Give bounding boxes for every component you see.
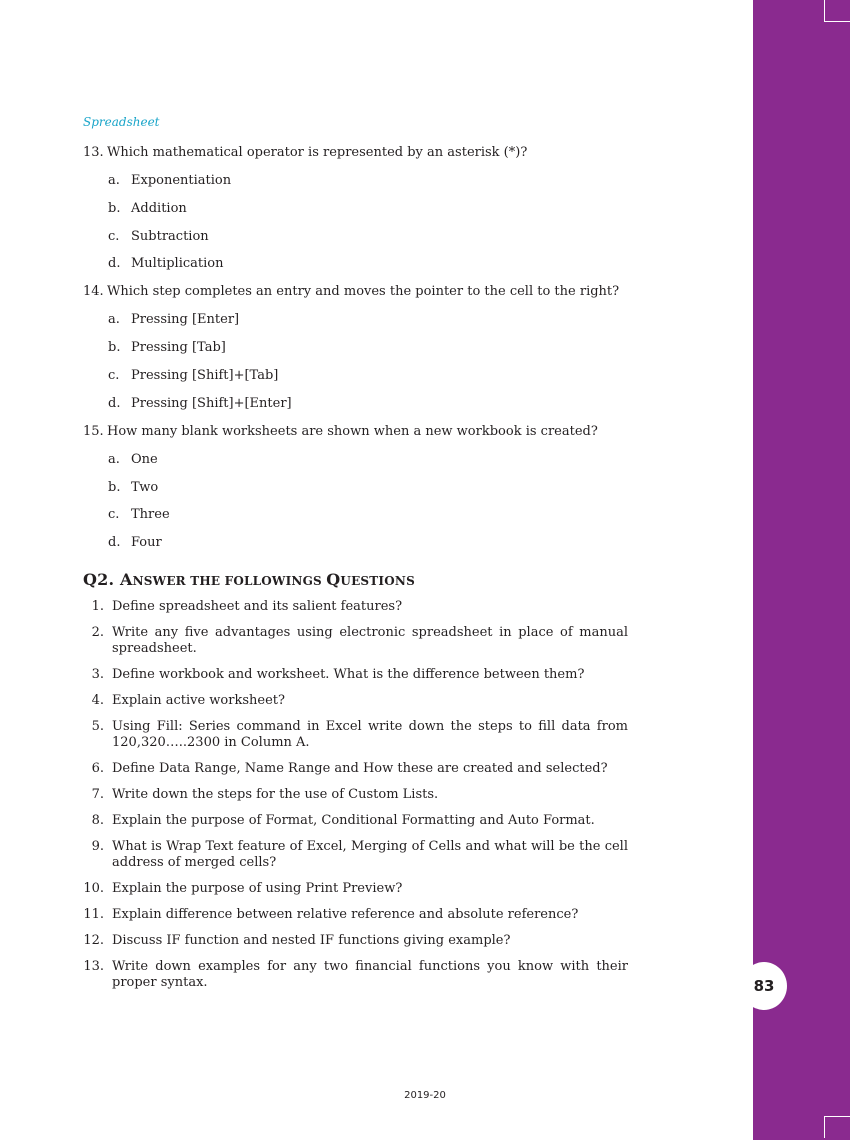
question-text: Explain the purpose of Format, Conditional Formatting and Auto Format. (112, 813, 595, 829)
list-item (83, 599, 628, 615)
option-item (83, 200, 628, 218)
list-item (83, 625, 628, 657)
mcq-question (83, 283, 628, 301)
question-number: 2. (91, 625, 104, 641)
list-item (83, 933, 628, 949)
option-text: Pressing [Enter] (131, 312, 240, 328)
option-letter: d. (108, 395, 121, 411)
question-text: Define spreadsheet and its salient features? (112, 599, 403, 615)
list-item (83, 787, 628, 803)
question-text: Write down examples for any two financial functions you know with their proper syntax. (112, 959, 628, 991)
option-letter: a. (108, 451, 120, 467)
option-item (83, 311, 628, 329)
question-text: What is Wrap Text feature of Excel, Merging of Cells and what will be the cell address of merged cells? (112, 839, 628, 871)
list-item (83, 719, 628, 751)
option-letter: d. (108, 535, 121, 551)
option-letter: b. (108, 340, 121, 356)
running-head: Spreadsheet (83, 115, 160, 129)
question-number: 14. (83, 284, 104, 300)
question-text: Discuss IF function and nested IF functions giving example? (112, 933, 511, 949)
option-text: Pressing [Tab] (131, 340, 226, 356)
question-number: 13. (83, 145, 104, 160)
option-letter: c. (108, 507, 120, 523)
question-text: Which step completes an entry and moves the pointer to the cell to the right? (107, 284, 620, 300)
option-item (83, 451, 628, 469)
option-text: Exponentiation (131, 173, 232, 188)
option-letter: b. (108, 479, 121, 495)
question-number: 6. (91, 761, 104, 777)
option-letter: b. (108, 200, 121, 216)
question-number: 8. (91, 813, 104, 829)
options-list (83, 451, 628, 552)
question-number: 5. (91, 719, 104, 735)
question-text: Define workbook and worksheet. What is the difference between them? (112, 667, 585, 683)
option-item (83, 534, 628, 552)
option-item (83, 228, 628, 246)
section-heading-capital: Q (326, 570, 341, 590)
option-text: Subtraction (131, 228, 209, 244)
crop-mark-bottom (824, 1116, 850, 1138)
footer-year: 2019-20 (404, 1090, 446, 1101)
option-item (83, 479, 628, 497)
option-letter: a. (108, 173, 120, 188)
question-number: 9. (91, 839, 104, 855)
question-number: 10. (83, 881, 104, 897)
mcq-question (83, 423, 628, 441)
question-text: Explain difference between relative reference and absolute reference? (112, 907, 579, 923)
option-letter: a. (108, 312, 120, 328)
question-number: 3. (91, 667, 104, 683)
option-letter: c. (108, 367, 120, 383)
option-item (83, 172, 628, 190)
question-text: Using Fill: Series command in Excel write down the steps to fill data from 120,320…..2300 in Column A. (112, 719, 628, 751)
page-number-badge: 83 (741, 962, 787, 1010)
options-list (83, 311, 628, 412)
option-letter: d. (108, 256, 121, 272)
option-text: Pressing [Shift]+[Tab] (131, 367, 279, 383)
option-text: Pressing [Shift]+[Enter] (131, 395, 292, 411)
option-item (83, 255, 628, 273)
list-item (83, 839, 628, 871)
question-list (83, 599, 628, 991)
section-heading (83, 570, 628, 589)
options-list (83, 172, 628, 273)
list-item (83, 881, 628, 897)
question-number: 15. (83, 423, 104, 439)
list-item (83, 667, 628, 683)
section-heading-part: UESTIONS (340, 574, 415, 589)
option-letter: c. (108, 228, 120, 244)
option-text: One (131, 451, 158, 467)
option-text: Multiplication (131, 256, 224, 272)
question-number: 4. (91, 693, 104, 709)
list-item (83, 761, 628, 777)
list-item (83, 959, 628, 991)
option-text: Two (131, 479, 159, 495)
question-number: 11. (83, 907, 104, 923)
question-number: 7. (91, 787, 104, 803)
crop-mark-top (824, 0, 850, 22)
question-number: 12. (83, 933, 104, 949)
section-heading-part: NSWER THE FOLLOWINGS (132, 574, 327, 589)
page-content (83, 144, 628, 1001)
option-item (83, 367, 628, 385)
mcq-question (83, 144, 628, 162)
option-text: Three (131, 507, 170, 523)
list-item (83, 693, 628, 709)
option-text: Four (131, 535, 162, 551)
option-item (83, 339, 628, 357)
question-text: Which mathematical operator is represented by an asterisk (*)? (107, 145, 528, 160)
question-text: Write any five advantages using electronic spreadsheet in place of manual spreadsheet. (112, 625, 628, 657)
question-text: Write down the steps for the use of Custom Lists. (112, 787, 439, 803)
question-text: Explain the purpose of using Print Preview? (112, 881, 403, 897)
option-item (83, 395, 628, 413)
option-text: Addition (131, 200, 187, 216)
list-item (83, 813, 628, 829)
question-text: Explain active worksheet? (112, 693, 285, 709)
section-heading-prefix: Q2. A (83, 570, 133, 590)
option-item (83, 506, 628, 524)
question-text: How many blank worksheets are shown when a new workbook is created? (107, 423, 598, 439)
question-text: Define Data Range, Name Range and How these are created and selected? (112, 761, 608, 777)
list-item (83, 907, 628, 923)
question-number: 1. (91, 599, 104, 615)
question-number: 13. (83, 959, 104, 975)
